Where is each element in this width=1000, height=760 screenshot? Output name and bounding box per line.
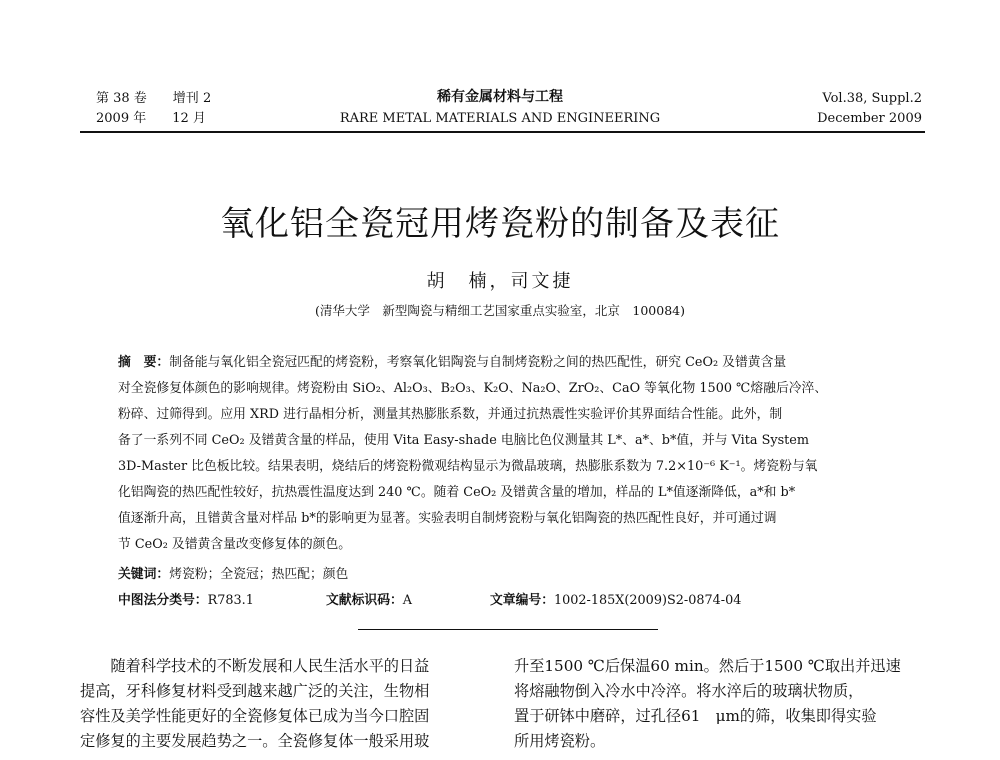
abstract-line: 化铝陶瓷的热匹配性较好，抗热震性温度达到 240 ℃。随着 CeO₂ 及镨黄含量的增加，样品的 L*值逐渐降低，a*和 b* [118, 485, 796, 500]
body-line: 置于研钵中磨碎，过孔径61 μm的筛，收集即得实验 [514, 707, 877, 725]
abstract-line: 值逐渐升高，且镨黄含量对样品 b*的影响更为显著。实验表明自制烤瓷粉与氧化铝陶瓷的热匹配性良好，并可通过调 [118, 511, 777, 526]
abstract-line: 摘 要：制备能与氧化铝全瓷冠匹配的烤瓷粉，考察氧化铝陶瓷与自制烤瓷粉之间的热匹配性，研究 CeO₂ 及镨黄含量 [118, 355, 787, 370]
abstract-separator [358, 629, 658, 630]
volume-en: Vol.38, Suppl.2 [822, 91, 922, 106]
keywords-value: 烤瓷粉；全瓷冠；热匹配；颜色 [169, 567, 349, 582]
paper-title: 氧化铝全瓷冠用烤瓷粉的制备及表征 [220, 204, 780, 244]
body-right-column [514, 654, 901, 754]
body-line: 将熔融物倒入冷水中冷淬。将水淬后的玻璃状物质， [514, 682, 864, 700]
volume-issue: 第 38 卷 增刊 2 [96, 91, 212, 106]
year-month: 2009 年 12 月 [96, 111, 206, 126]
abstract-line: 备了一系列不同 CeO₂ 及镨黄含量的样品，使用 Vita Easy-shade 电脑比色仪测量其 L*、a*、b*值，并与 Vita System [118, 433, 810, 448]
journal-title-en: RARE METAL MATERIALS AND ENGINEERING [339, 111, 661, 126]
clc-number: 中图法分类号：R783.1 [118, 593, 254, 608]
body-line: 容性及美学性能更好的全瓷修复体已成为当今口腔固 [80, 707, 430, 725]
body-left-column [80, 654, 429, 754]
journal-title-cn: 稀有金属材料与工程 [437, 89, 563, 105]
header-rule [80, 131, 925, 133]
authors: 胡 楠，司文捷 [426, 271, 574, 292]
document-code: 文献标识码：A [326, 593, 413, 608]
keywords-label: 关键词： [118, 567, 170, 582]
keywords [118, 566, 348, 583]
body-line: 升至1500 ℃后保温60 min。然后于1500 ℃取出并迅速 [514, 657, 901, 675]
body-line: 定修复的主要发展趋势之一。全瓷修复体一般采用玻 [80, 732, 430, 750]
abstract-line: 对全瓷修复体颜色的影响规律。烤瓷粉由 SiO₂、Al₂O₃、B₂O₃、K₂O、Na₂O、ZrO₂、CaO 等氧化物 1500 ℃熔融后冷淬、 [118, 381, 828, 396]
abstract-line: 3D-Master 比色板比较。结果表明，烧结后的烤瓷粉微观结构显示为微晶玻璃，热膨胀系数为 7.2×10⁻⁶ K⁻¹。烤瓷粉与氧 [118, 459, 818, 474]
abstract-line: 粉碎、过筛得到。应用 XRD 进行晶相分析，测量其热膨胀系数，并通过抗热震性实验评价其界面结合性能。此外，制 [118, 407, 783, 422]
abstract-label: 摘 要： [118, 355, 170, 370]
body-line: 随着科学技术的不断发展和人民生活水平的日益 [80, 657, 430, 675]
body-line: 提高，牙科修复材料受到越来越广泛的关注，生物相 [80, 682, 430, 700]
date-en: December 2009 [817, 111, 922, 126]
article-number: 文章编号：1002-185X(2009)S2-0874-04 [490, 593, 742, 608]
body-line: 所用烤瓷粉。 [514, 732, 606, 750]
affiliation: (清华大学 新型陶瓷与精细工艺国家重点实验室，北京 100084) [315, 303, 685, 318]
abstract-line: 节 CeO₂ 及镨黄含量改变修复体的颜色。 [118, 537, 352, 552]
